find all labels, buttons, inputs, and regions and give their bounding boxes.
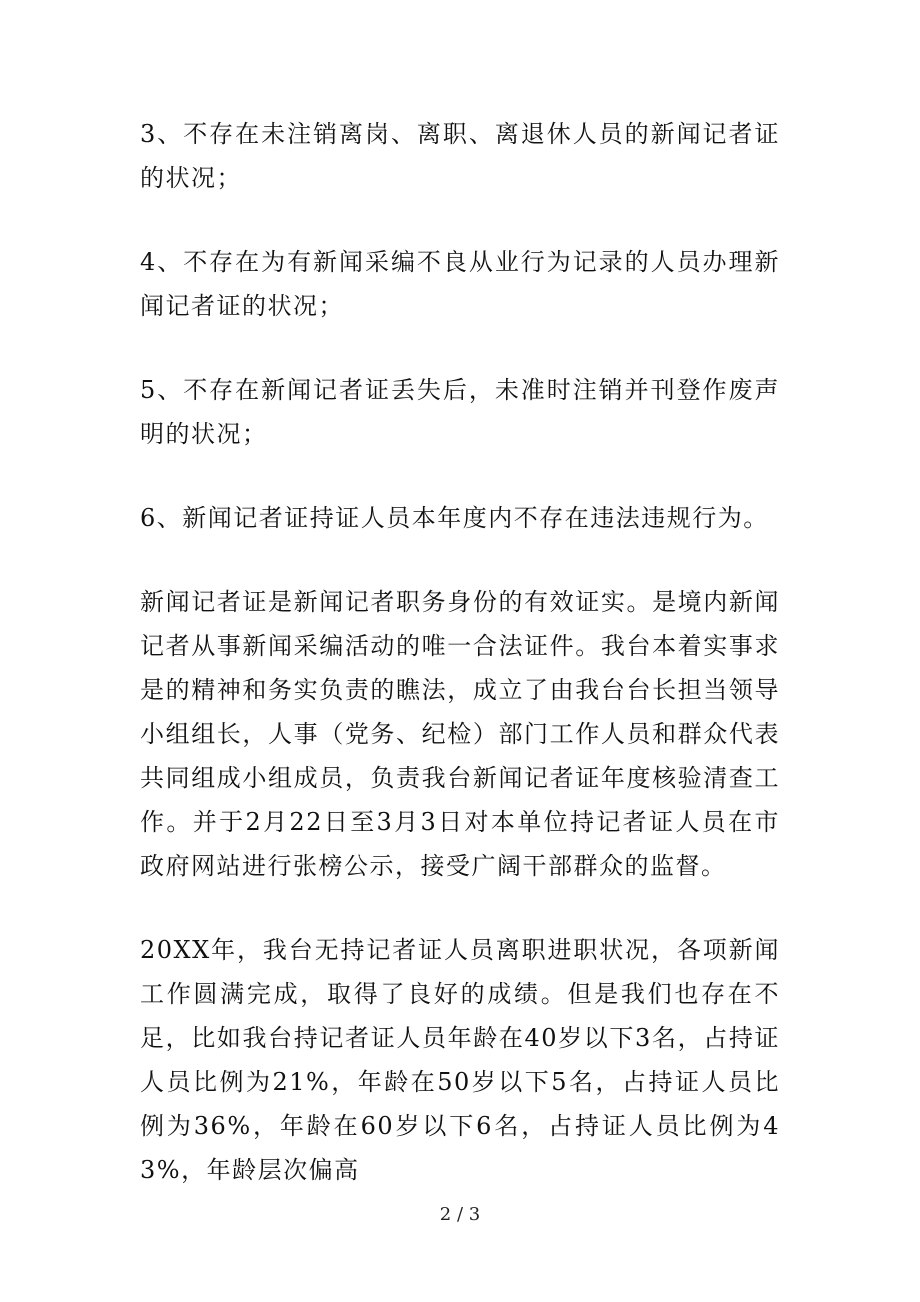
paragraph-item-5: 5、不存在新闻记者证丢失后，未准时注销并刊登作废声明的状况； (140, 376, 780, 448)
paragraph-summary: 20XX年，我台无持记者证人员离职进职状况，各项新闻工作圆满完成，取得了良好的成绩。但是我们也存在不足，比如我台持记者证人员年龄在40岁以下3名，占持证人员比例为21%，年龄在50岁以下5名，占持证人员比例为36%，年龄在60岁以下6名，占持证人员比例为43%，年龄层次偏高 (140, 936, 780, 1184)
paragraph-item-6: 6、新闻记者证持证人员本年度内不存在违法违规行为。 (140, 504, 769, 532)
document-body (140, 112, 780, 1232)
paragraph-item-3: 3、不存在未注销离岗、离职、离退休人员的新闻记者证的状况； (140, 120, 780, 192)
paragraph-press-card: 新闻记者证是新闻记者职务身份的有效证实。是境内新闻记者从事新闻采编活动的唯一合法证件。我台本着实事求是的精神和务实负责的瞧法，成立了由我台台长担当领导小组组长，人事（党务、纪检）部门工作人员和群众代表共同组成小组成员，负责我台新闻记者证年度核验清查工作。并于2月22日至3月3日对本单位持记者证人员在市政府网站进行张榜公示，接受广阔干部群众的监督。 (140, 588, 780, 880)
page-number: 2 / 3 (439, 1204, 481, 1225)
paragraph-item-4: 4、不存在为有新闻采编不良从业行为记录的人员办理新闻记者证的状况； (140, 248, 780, 320)
